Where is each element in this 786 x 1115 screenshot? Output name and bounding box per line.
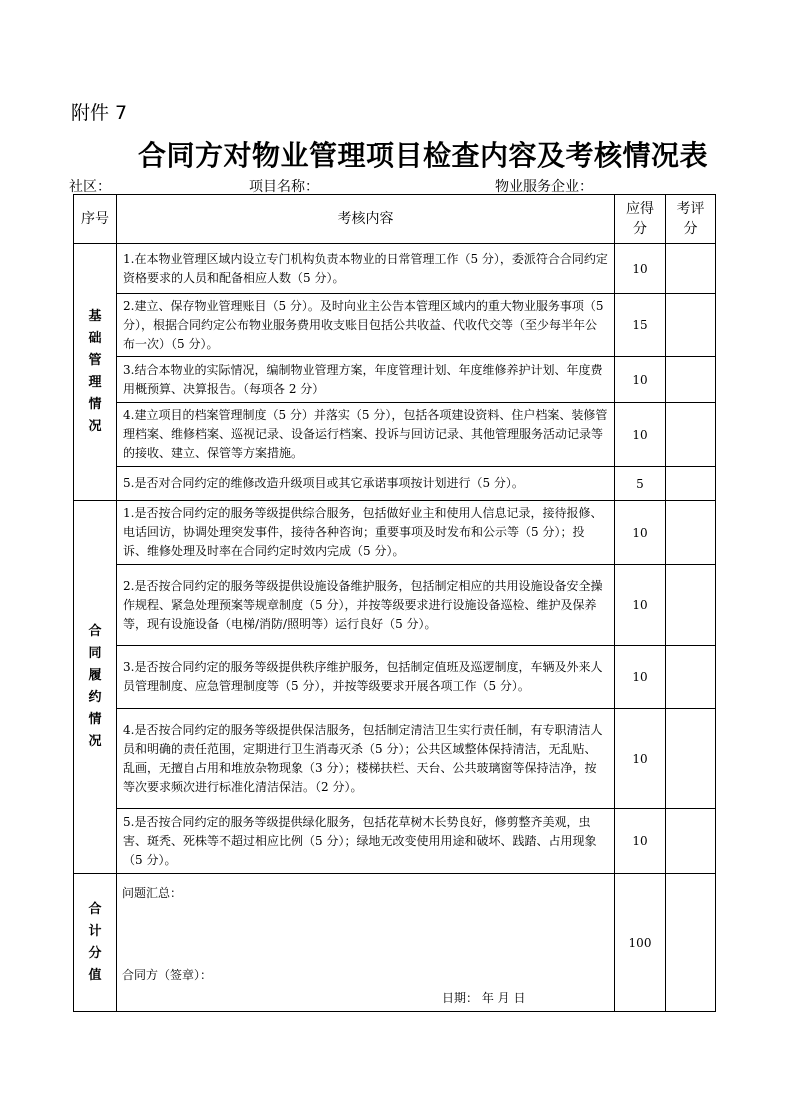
category-char: 管 [88, 353, 102, 368]
category-char: 值 [88, 967, 102, 983]
total-row [74, 874, 716, 1012]
table-row [74, 467, 716, 501]
item-score: 10 [615, 244, 666, 294]
item-text: 3.结合本物业的实际情况，编制物业管理方案，年度管理计划、年度维修养护计划、年度费用概预算、决算报告。（每项各 2 分） [117, 357, 615, 403]
category-char: 合 [88, 901, 102, 917]
category-char: 分 [88, 945, 102, 961]
eval-cell[interactable] [666, 403, 716, 467]
header-num: 序号 [74, 195, 117, 244]
section-contract-performance [74, 501, 117, 874]
signature-label: 合同方（签章）： [122, 968, 213, 982]
item-score: 5 [615, 467, 666, 501]
item-text: 4.是否按合同约定的服务等级提供保洁服务，包括制定清洁卫生实行责任制，有专职清洁人员和明确的责任范围，定期进行卫生消毒灭杀（5 分）；公共区域整体保持清洁，无乱贴、乱画，无擅自占用和堆放杂物现象（3 分）；楼梯扶栏、天台、公共玻璃窗等保持洁净，按等次要求频次进行标准化清洁保洁。（2 分）。 [117, 709, 615, 809]
eval-cell[interactable] [666, 357, 716, 403]
eval-cell[interactable] [666, 501, 716, 565]
item-score: 10 [615, 501, 666, 565]
eval-cell[interactable] [666, 874, 716, 1012]
table-header-row [74, 195, 716, 244]
eval-cell[interactable] [666, 467, 716, 501]
category-char: 同 [88, 646, 102, 661]
category-char: 础 [88, 331, 102, 346]
table-row [74, 294, 716, 357]
company-label: 物业服务企业： [495, 179, 593, 195]
table-row [74, 809, 716, 874]
table-row [74, 646, 716, 709]
issues-label: 问题汇总： [122, 886, 183, 900]
eval-cell[interactable] [666, 709, 716, 809]
eval-cell[interactable] [666, 244, 716, 294]
eval-cell[interactable] [666, 294, 716, 357]
category-char: 计 [88, 923, 102, 939]
category-char: 情 [88, 712, 102, 727]
total-score: 100 [615, 874, 666, 1012]
total-label [74, 874, 117, 1012]
category-char: 况 [88, 734, 102, 749]
header-score: 应得分 [615, 195, 666, 244]
summary-cell [117, 874, 615, 1012]
item-score: 10 [615, 646, 666, 709]
header-content: 考核内容 [117, 195, 615, 244]
section-basic-management [74, 244, 117, 501]
item-text: 2.建立、保存物业管理账目（5 分）。及时向业主公告本管理区域内的重大物业服务事项（5 分），根据合同约定公布物业服务费用收支账目包括公共收益、代收代交等（至少每半年公布一次）（5 分）。 [117, 294, 615, 357]
page-title: 合同方对物业管理项目检查内容及考核情况表 [137, 139, 708, 172]
item-text: 5.是否按合同约定的服务等级提供绿化服务，包括花草树木长势良好，修剪整齐美观，虫害、斑秃、死株等不超过相应比例（5 分）；绿地无改变使用用途和破坏、践踏、占用现象（5 分）。 [117, 809, 615, 874]
item-text: 2.是否按合同约定的服务等级提供设施设备维护服务，包括制定相应的共用设施设备安全操作规程、紧急处理预案等规章制度（5 分），并按等级要求进行设施设备巡检、维护及保养等，现有设施设备（电梯/消防/照明等）运行良好（5 分）。 [117, 565, 615, 646]
item-score: 10 [615, 709, 666, 809]
category-char: 况 [88, 419, 102, 434]
table-row [74, 709, 716, 809]
assessment-table [73, 194, 716, 1012]
eval-cell[interactable] [666, 646, 716, 709]
item-score: 15 [615, 294, 666, 357]
project-name-label: 项目名称： [249, 179, 319, 195]
table-row [74, 501, 716, 565]
category-char: 基 [88, 309, 102, 324]
category-char: 合 [88, 624, 102, 639]
category-char: 约 [88, 690, 102, 705]
category-char: 履 [88, 668, 102, 683]
category-char: 情 [88, 397, 102, 412]
table-row [74, 244, 716, 294]
item-text: 3.是否按合同约定的服务等级提供秩序维护服务，包括制定值班及巡逻制度，车辆及外来人员管理制度、应急管理制度等（5 分），并按等级要求开展各项工作（5 分）。 [117, 646, 615, 709]
attachment-label: 附件 7 [71, 102, 128, 124]
item-score: 10 [615, 357, 666, 403]
header-eval: 考评分 [666, 195, 716, 244]
table-row [74, 565, 716, 646]
item-score: 10 [615, 565, 666, 646]
table-row [74, 357, 716, 403]
category-char: 理 [88, 375, 102, 390]
item-text: 4.建立项目的档案管理制度（5 分）并落实（5 分），包括各项建设资料、住户档案、装修管理档案、维修档案、巡视记录、设备运行档案、投诉与回访记录、其他管理服务活动记录等的接收、建立、保管等方案措施。 [117, 403, 615, 467]
item-text: 1.在本物业管理区域内设立专门机构负责本物业的日常管理工作（5 分），委派符合合同约定资格要求的人员和配备相应人数（5 分）。 [117, 244, 615, 294]
eval-cell[interactable] [666, 809, 716, 874]
table-row [74, 403, 716, 467]
item-score: 10 [615, 403, 666, 467]
community-label: 社区： [69, 179, 111, 195]
item-text: 1.是否按合同约定的服务等级提供综合服务，包括做好业主和使用人信息记录，接待报修、电话回访，协调处理突发事件，接待各种咨询；重要事项及时发布和公示等（5 分）；投诉、维修处理及时率在合同约定时效内完成（5 分）。 [117, 501, 615, 565]
date-label: 日期： 年 月 日 [442, 991, 526, 1005]
eval-cell[interactable] [666, 565, 716, 646]
item-score: 10 [615, 809, 666, 874]
item-text: 5.是否对合同约定的维修改造升级项目或其它承诺事项按计划进行（5 分）。 [117, 467, 615, 501]
